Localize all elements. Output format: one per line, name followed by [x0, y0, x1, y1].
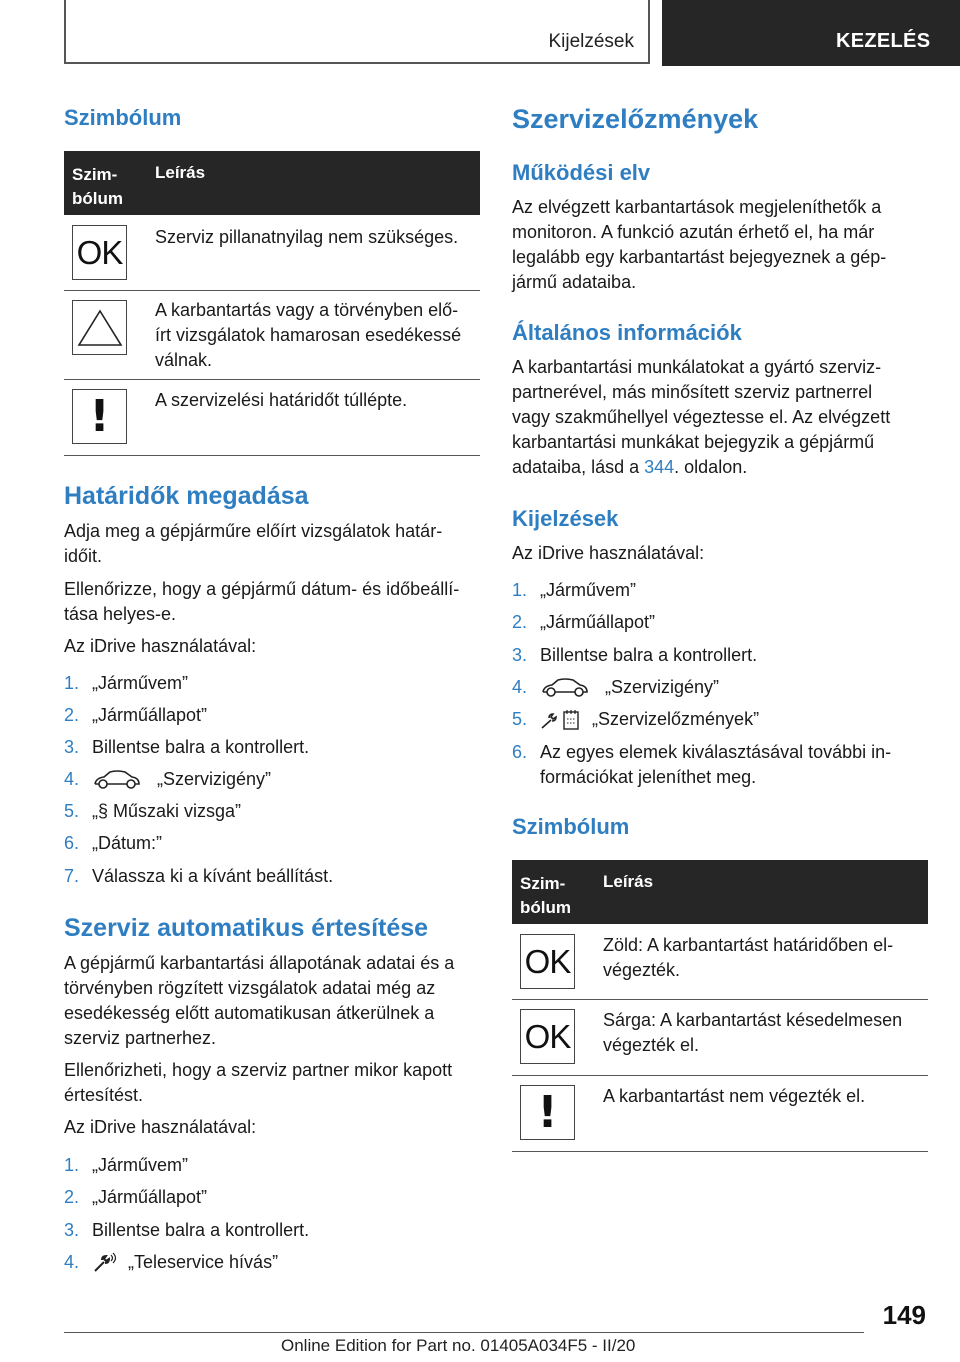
car-icon [540, 677, 590, 699]
table-col-description: Leírás [603, 872, 654, 891]
list-number: 3. [64, 737, 80, 757]
list-text [92, 767, 271, 792]
text-line: esedékesség előtt automatikusan átkerülnek a [64, 1003, 435, 1023]
text-line: Ellenőrizze, hogy a gépjármű dátum- és időbeállí- [64, 579, 460, 599]
list-text: „Járműállapot” [540, 612, 656, 632]
footer-divider [64, 1332, 864, 1333]
text-line: jármű adataiba. [512, 272, 637, 292]
table-row-text: A szervizelési határidőt túllépte. [155, 390, 408, 410]
list-text-label: „Szervizelőzmények” [592, 709, 760, 729]
list-text: „Járműállapot” [92, 705, 208, 725]
list-number: 4. [64, 769, 80, 789]
list-number: 2. [512, 612, 528, 632]
table-header [512, 860, 928, 924]
text-line: Ellenőrizheti, hogy a szerviz partner mikor kapott [64, 1060, 453, 1080]
page-link[interactable]: 344 [644, 457, 675, 477]
symbol-heading-left: Szimbólum [64, 105, 182, 130]
text-line: értesítést. [64, 1085, 144, 1105]
text-line: karbantartási munkákat bejegyzik a gépjármű [512, 432, 875, 452]
list-text: „Járművem” [92, 1155, 189, 1175]
symbol-heading-right: Szimbólum [512, 814, 630, 839]
table-col-symbol-line2: bólum [72, 189, 123, 208]
text-line: Zöld: A karbantartást határidőben el- [603, 935, 894, 955]
table-row [64, 215, 480, 291]
list-text: „Járművem” [540, 580, 637, 600]
list-text-label: „Szervizigény” [157, 769, 272, 789]
table-row-text [603, 933, 925, 983]
warning-triangle-icon [72, 300, 127, 355]
table-col-symbol-line2: bólum [520, 898, 571, 917]
general-info-paragraph [512, 355, 928, 480]
table-row [512, 1076, 928, 1152]
list-text: Billentse balra a kontrollert. [92, 1220, 310, 1240]
list-text: „Dátum:” [92, 833, 163, 853]
text-line: végezték el. [603, 1035, 700, 1055]
text-fragment: . oldalon. [674, 457, 748, 477]
ok-icon-text: OK [524, 1017, 571, 1055]
list-text [540, 707, 759, 732]
list-text: Billentse balra a kontrollert. [92, 737, 310, 757]
list-number: 1. [64, 673, 80, 693]
service-history-icon [540, 709, 582, 731]
ok-icon-text: OK [524, 942, 571, 980]
list-number: 6. [512, 742, 528, 762]
auto-notify-heading: Szerviz automatikus értesítése [64, 914, 429, 942]
table-col-symbol-line1: Szim- [72, 165, 118, 184]
table-row-text: A karbantartás vagy a törvényben elő- írt vizsgálatok hamarosan esedékessé válnak. [155, 300, 462, 370]
text-line: Az egyes elemek kiválasztásával további in- [540, 742, 892, 762]
general-info-heading: Általános információk [512, 320, 742, 345]
footer-edition: Online Edition for Part no. 01405A034F5 - II/20 [281, 1336, 636, 1355]
service-history-heading: Szervizelőzmények [512, 104, 759, 134]
text-line: tása helyes-e. [64, 604, 177, 624]
text-line: formációkat jeleníthet meg. [540, 767, 757, 787]
list-text: Billentse balra a kontrollert. [540, 645, 758, 665]
symbol-table-right [512, 860, 928, 1152]
principle-heading: Működési elv [512, 160, 651, 185]
list-number: 4. [64, 1252, 80, 1272]
list-number: 3. [64, 1220, 80, 1240]
text-line: A gépjármű karbantartási állapotának adatai és a [64, 953, 455, 973]
deadlines-paragraph-1 [64, 519, 480, 569]
table-col-symbol [72, 163, 123, 211]
list-number: 1. [64, 1155, 80, 1175]
text-line: partnerével, más minősített szerviz partnerrel [512, 382, 873, 402]
list-text [92, 1250, 278, 1275]
list-number: 5. [64, 801, 80, 821]
list-text [540, 740, 920, 790]
list-text: „Járműállapot” [92, 1187, 208, 1207]
header-chapter-label: KEZELÉS [836, 30, 931, 52]
ok-icon [72, 225, 127, 280]
exclamation-icon [72, 389, 127, 444]
deadlines-intro: Az iDrive használatával: [64, 636, 257, 656]
text-line: végezték. [603, 960, 681, 980]
auto-notify-intro: Az iDrive használatával: [64, 1117, 257, 1137]
exclamation-icon [520, 1085, 575, 1140]
list-text-label: „Szervizigény” [605, 677, 720, 697]
exclamation-icon-glyph: ! [537, 1086, 558, 1138]
list-text: „Járművem” [92, 673, 189, 693]
text-fragment: adataiba, lásd a [512, 457, 645, 477]
list-number: 6. [64, 833, 80, 853]
table-row [512, 1000, 928, 1076]
text-line: vagy szakműhellyel végeztesse el. Az elvégzett [512, 407, 891, 427]
list-number: 5. [512, 709, 528, 729]
display-intro: Az iDrive használatával: [512, 543, 705, 563]
list-number: 1. [512, 580, 528, 600]
table-header [64, 151, 480, 215]
list-number: 2. [64, 705, 80, 725]
auto-notify-paragraph-1 [64, 951, 480, 1051]
text-line: A karbantartási munkálatokat a gyártó szerviz- [512, 357, 882, 377]
list-text-label: „Teleservice hívás” [128, 1252, 279, 1272]
table-row-text: A karbantartást nem végezték el. [603, 1086, 866, 1106]
table-row-text [603, 1008, 925, 1058]
table-row-text: Szerviz pillanatnyilag nem szükséges. [155, 227, 459, 247]
header-chapter-box [662, 0, 960, 66]
text-line: Adja meg a gépjárműre előírt vizsgálatok határ- [64, 521, 443, 541]
principle-paragraph [512, 195, 928, 295]
text-line: Sárga: A karbantartást késedelmesen [603, 1010, 903, 1030]
text-line [512, 455, 928, 480]
text-line: Az elvégzett karbantartások megjeleníthetők a [512, 197, 882, 217]
text-line: törvényben rögzített vizsgálatok adatai még az [64, 978, 436, 998]
list-number: 2. [64, 1187, 80, 1207]
list-text: „§ Műszaki vizsga” [92, 801, 242, 821]
exclamation-icon-glyph: ! [89, 390, 110, 442]
symbol-table-left [64, 151, 480, 456]
table-row [64, 291, 480, 380]
header-section-box [64, 0, 650, 64]
deadlines-paragraph-2 [64, 577, 480, 627]
display-heading: Kijelzések [512, 506, 619, 531]
table-col-description: Leírás [155, 163, 206, 182]
list-number: 4. [512, 677, 528, 697]
table-row [512, 924, 928, 1000]
page-number: 149 [882, 1300, 926, 1330]
table-row [64, 380, 480, 456]
header-section-label: Kijelzések [548, 31, 634, 52]
list-text: Válassza ki a kívánt beállítást. [92, 866, 334, 886]
text-line: időit. [64, 546, 103, 566]
text-line: szerviz partnerhez. [64, 1028, 217, 1048]
ok-yellow-icon [520, 1009, 575, 1064]
list-text [540, 675, 719, 700]
text-line: monitoron. A funkció azután érhető el, ha már [512, 222, 875, 242]
list-number: 7. [64, 866, 80, 886]
table-col-symbol-line1: Szim- [520, 874, 566, 893]
ok-green-icon [520, 934, 575, 989]
wrench-signal-icon [92, 1252, 118, 1274]
text-line: legalább egy karbantartást bejegyeznek a gép- [512, 247, 887, 267]
list-number: 3. [512, 645, 528, 665]
car-icon [92, 769, 142, 791]
deadlines-heading: Határidők megadása [64, 482, 309, 510]
auto-notify-paragraph-2 [64, 1058, 480, 1108]
table-col-symbol [520, 872, 571, 920]
ok-icon-text: OK [76, 233, 123, 271]
